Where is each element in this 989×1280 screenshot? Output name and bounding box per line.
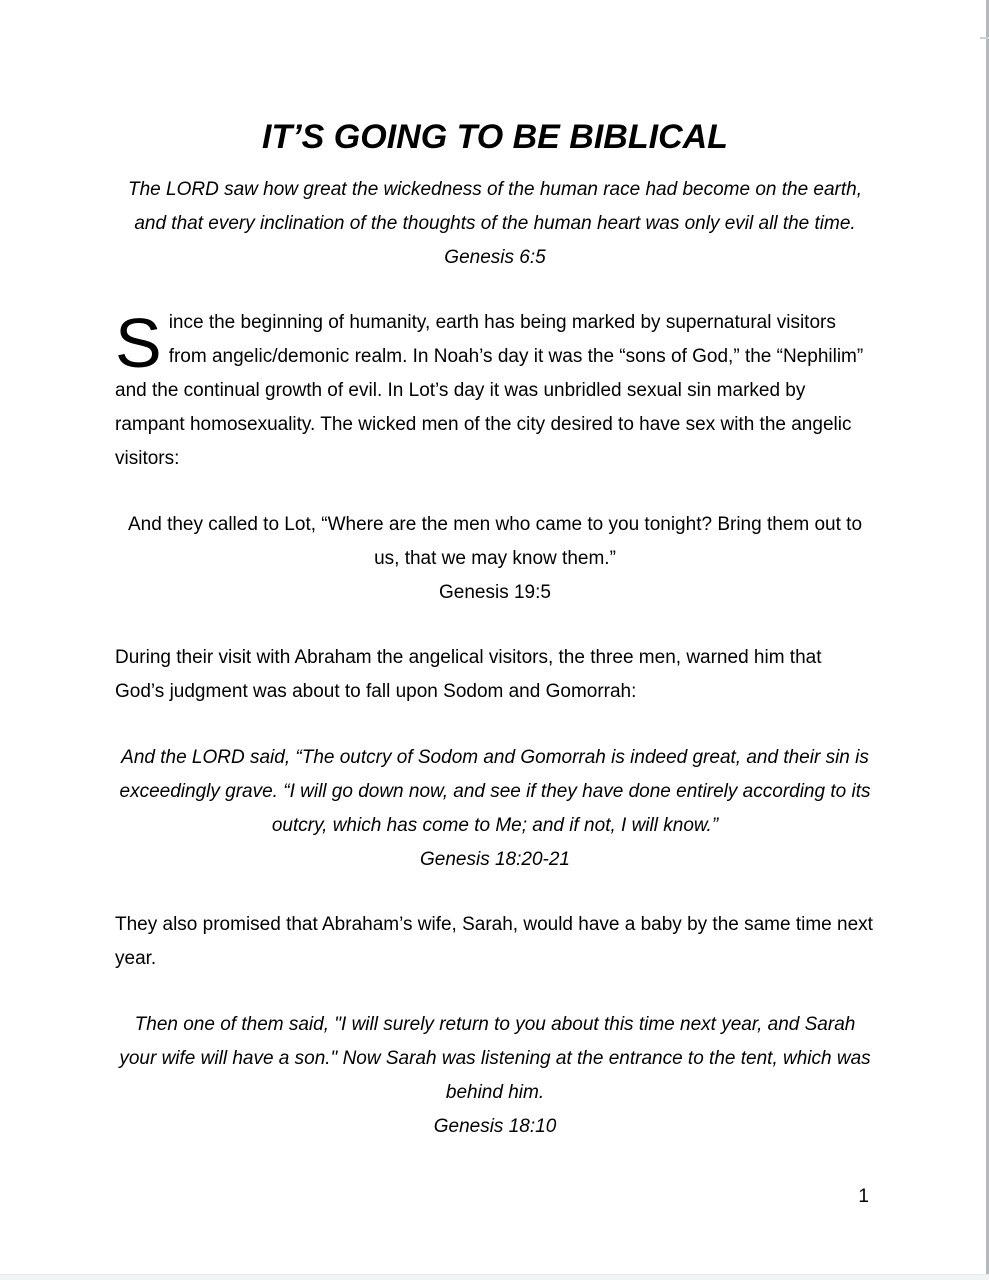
page-number: 1	[858, 1186, 869, 1207]
epigraph-reference: Genesis 6:5	[444, 247, 546, 268]
quote-3-reference: Genesis 18:10	[433, 1116, 557, 1137]
quote-1-text: And they called to Lot, “Where are the men who came to you tonight? Bring them out to us, that we may know them.”	[127, 514, 863, 569]
scripture-quote-1	[115, 508, 875, 610]
epigraph-block	[115, 173, 875, 275]
quote-2-text: And the LORD said, “The outcry of Sodom and Gomorrah is indeed great, and their sin is exceedingly grave. “I will go down now, and see if they have done entirely according to its outcry, which has come to Me; and if not, I will know.”	[119, 747, 871, 836]
page-bottom-edge	[0, 1274, 989, 1280]
drop-cap: S	[115, 304, 162, 382]
paragraph-promise: They also promised that Abraham’s wife, Sarah, would have a baby by the same time next year.	[115, 914, 873, 969]
scrollbar-tick	[980, 37, 989, 39]
quote-1-reference: Genesis 19:5	[439, 582, 551, 603]
scripture-quote-2	[115, 741, 875, 877]
page-title: IT’S GOING TO BE BIBLICAL	[262, 118, 728, 156]
epigraph-text: The LORD saw how great the wickedness of the human race had become on the earth, and that every inclination of the thoughts of the human heart was only evil all the time.	[127, 179, 863, 234]
scripture-quote-3	[115, 1008, 875, 1144]
paragraph-abraham: During their visit with Abraham the angelical visitors, the three men, warned him that God’s judgment was about to fall upon Sodom and Gomorrah:	[115, 647, 822, 702]
paragraph-intro	[115, 306, 875, 476]
quote-3-text: Then one of them said, "I will surely return to you about this time next year, and Sarah your wife will have a son." Now Sarah was listening at the entrance to the tent, which was behind him.	[119, 1014, 871, 1103]
quote-2-reference: Genesis 18:20-21	[420, 849, 570, 870]
paragraph-intro-text: ince the beginning of humanity, earth has being marked by supernatural visitors from angelic/demonic realm. In Noah’s day it was the “sons of God,” the “Nephilim” and the continual growth of evil. In Lot’s day it was unbridled sexual sin marked by rampant homosexuality. The wicked men of the city desired to have sex with the angelic visitors:	[115, 312, 864, 469]
